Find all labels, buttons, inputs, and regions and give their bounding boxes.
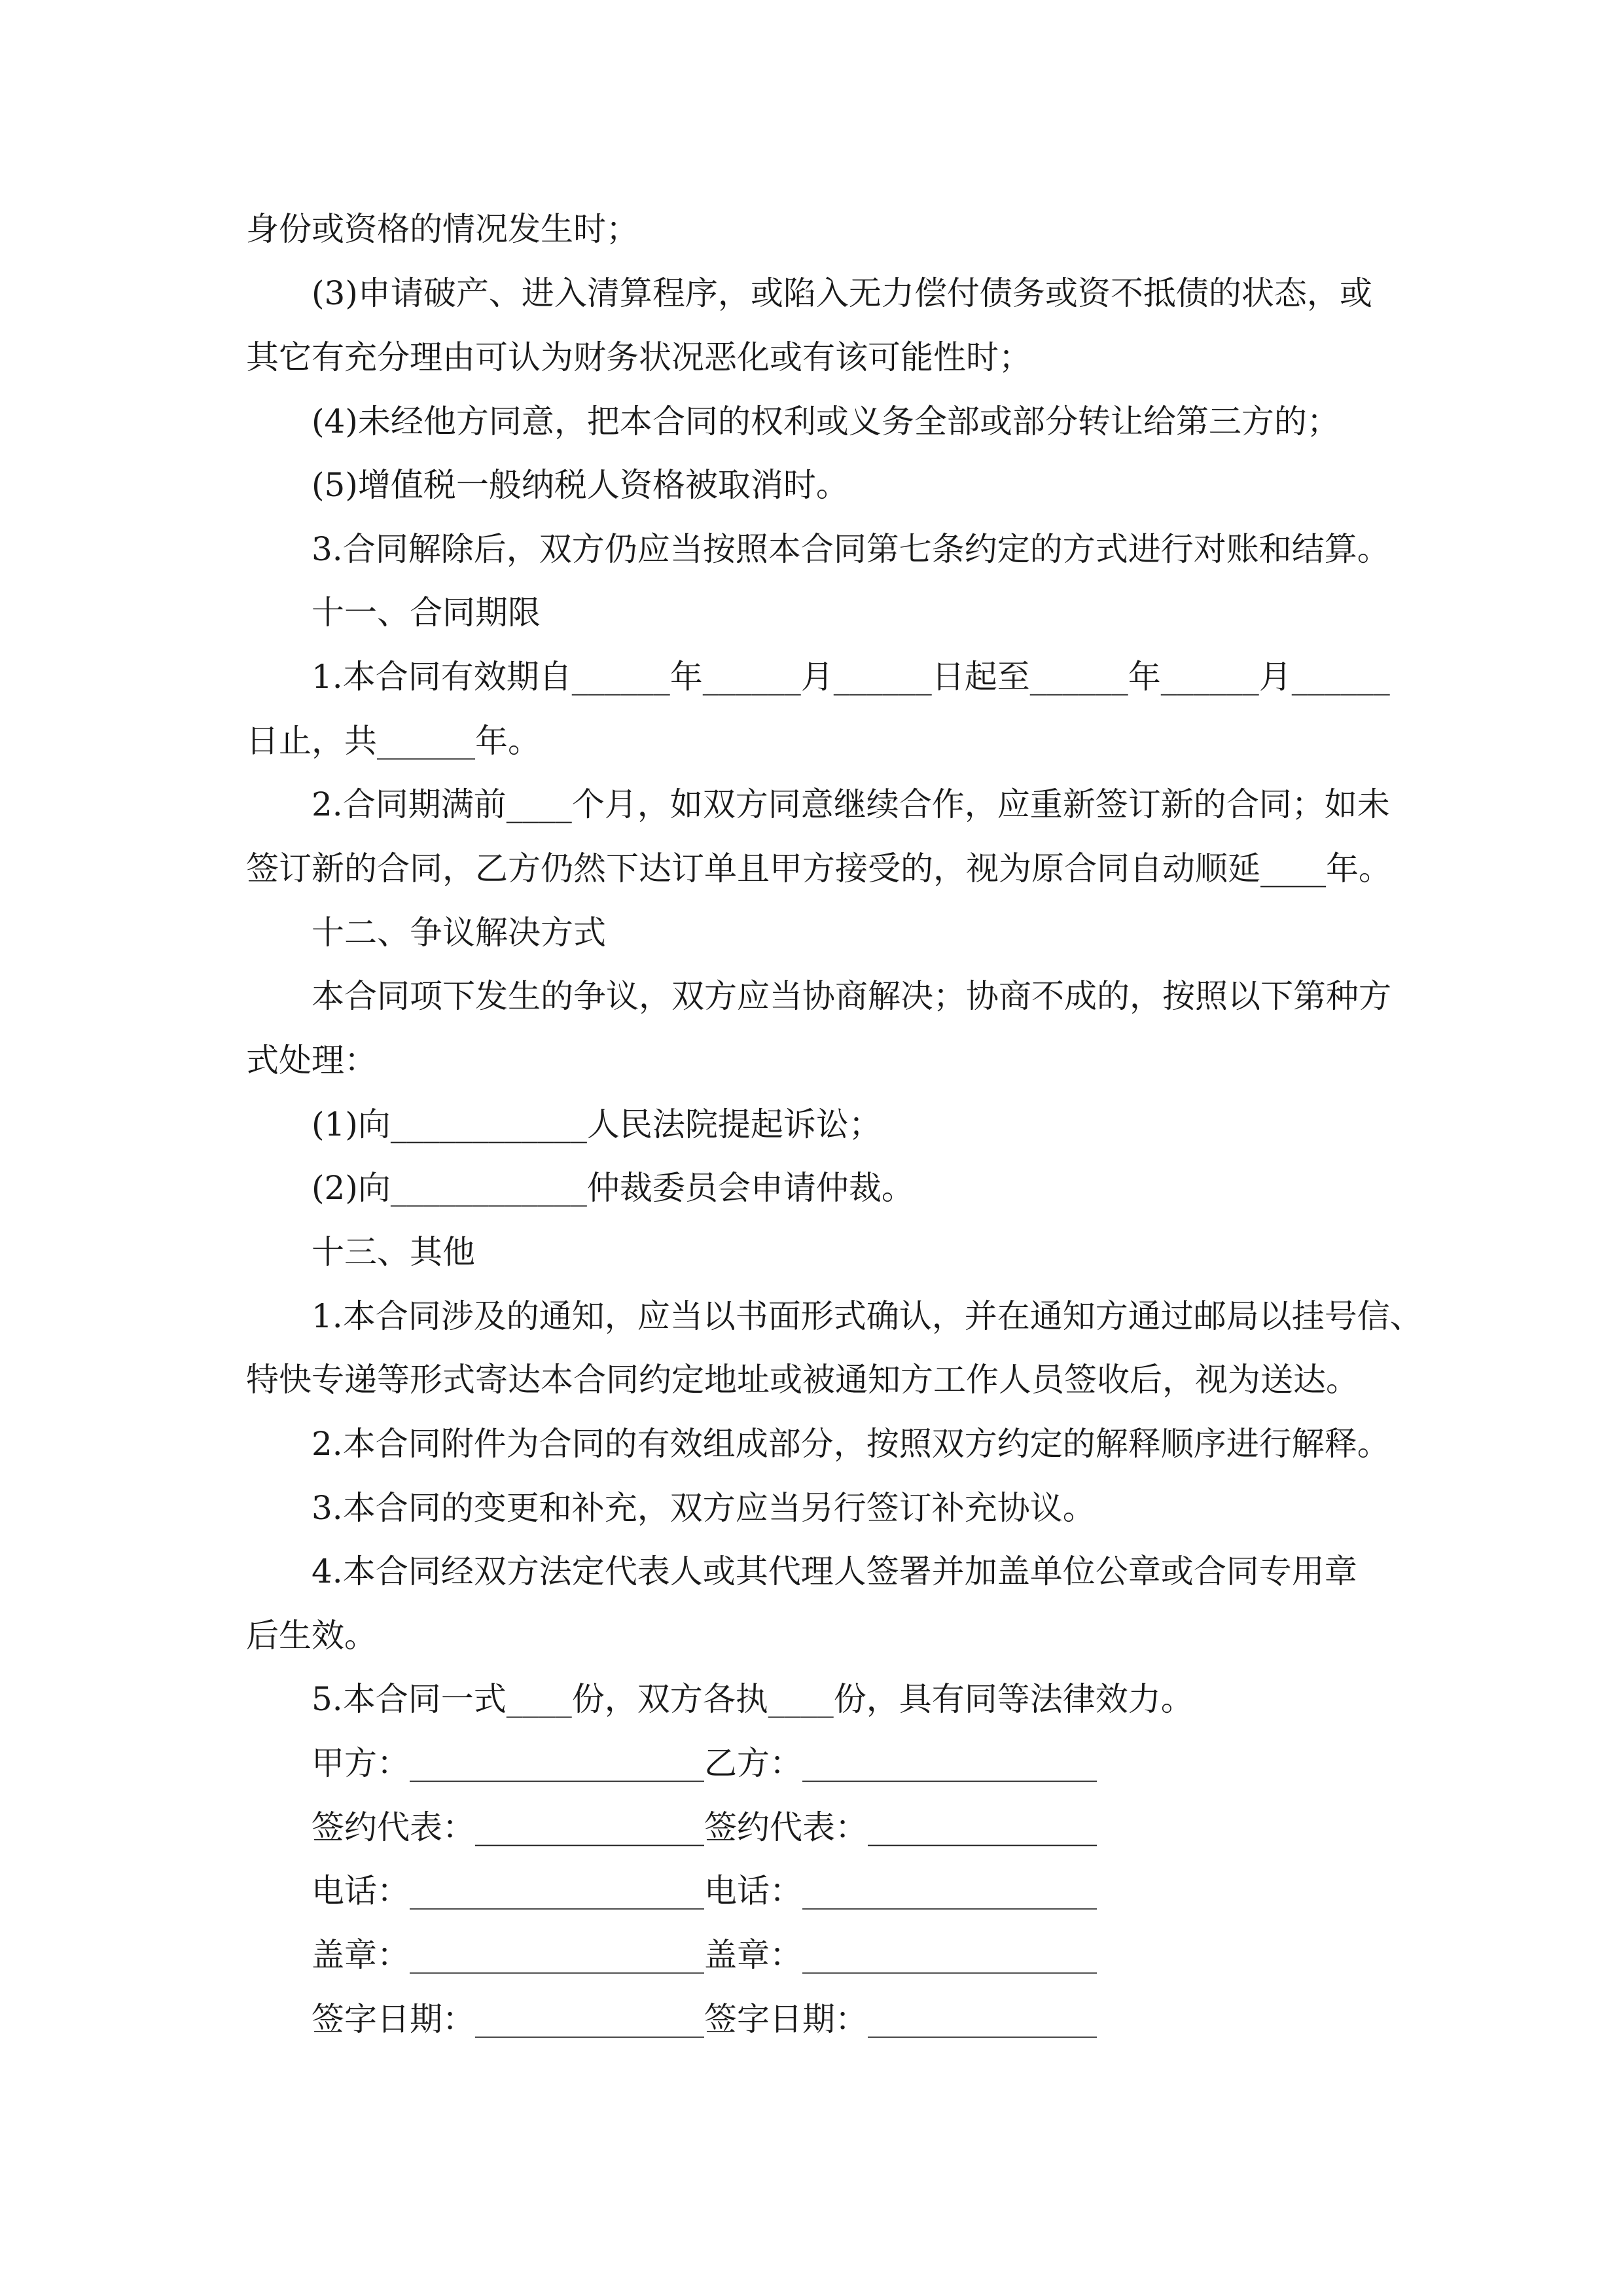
text-line: (5)增值税一般纳税人资格被取消时。: [312, 466, 849, 504]
text-line: 1.本合同涉及的通知，应当以书面形式确认，并在通知方通过邮局以挂号信、: [312, 1297, 1423, 1335]
text-line: (4)未经他方同意，把本合同的权利或义务全部或部分转让给第三方的；: [312, 403, 1340, 440]
party-b-field: 乙方：__________________: [704, 1744, 1097, 1782]
text-line: 3.合同解除后，双方仍应当按照本合同第七条约定的方式进行对账和结算。: [312, 530, 1390, 568]
party-a-phone-field: 电话：__________________: [312, 1872, 704, 1910]
text-line: (3)申请破产、进入清算程序，或陷入无力偿付债务或资不抵债的状态，或: [312, 274, 1372, 312]
party-a-seal-field: 盖章：__________________: [312, 1936, 704, 1974]
section-heading: 十一、合同期限: [312, 594, 541, 632]
party-a-field: 甲方：__________________: [312, 1744, 704, 1782]
party-b-phone-field: 电话：__________________: [704, 1872, 1097, 1910]
text-line: (1)向____________人民法院提起诉讼；: [312, 1105, 882, 1143]
text-line: 式处理：: [246, 1041, 377, 1079]
text-line: 2.合同期满前____个月，如双方同意继续合作，应重新签订新的合同；如未: [312, 785, 1390, 823]
text-line: 签订新的合同，乙方仍然下达订单且甲方接受的，视为原合同自动顺延____年。: [246, 850, 1391, 888]
text-line: 1.本合同有效期自______年______月______日起至______年______月______: [312, 658, 1390, 696]
text-line: (2)向____________仲裁委员会申请仲裁。: [312, 1169, 914, 1207]
party-b-seal-field: 盖章：__________________: [704, 1936, 1097, 1974]
text-line: 2.本合同附件为合同的有效组成部分，按照双方约定的解释顺序进行解释。: [312, 1425, 1390, 1463]
section-heading: 十二、争议解决方式: [312, 914, 606, 952]
text-line: 其它有充分理由可认为财务状况恶化或有该可能性时；: [246, 338, 1031, 376]
text-line: 4.本合同经双方法定代表人或其代理人签署并加盖单位公章或合同专用章: [312, 1552, 1357, 1590]
section-heading: 十三、其他: [312, 1233, 475, 1271]
party-a-representative-field: 签约代表：______________: [312, 1808, 704, 1846]
party-b-date-field: 签字日期：______________: [704, 2000, 1097, 2038]
text-line: 3.本合同的变更和补充，双方应当另行签订补充协议。: [312, 1489, 1096, 1527]
text-line: 日止，共______年。: [246, 722, 541, 760]
party-a-date-field: 签字日期：______________: [312, 2000, 704, 2038]
text-line: 5.本合同一式____份，双方各执____份，具有同等法律效力。: [312, 1680, 1194, 1718]
text-line: 后生效。: [246, 1617, 377, 1655]
party-b-representative-field: 签约代表：______________: [704, 1808, 1097, 1846]
text-line: 本合同项下发生的争议，双方应当协商解决；协商不成的，按照以下第种方: [312, 977, 1391, 1015]
text-line: 身份或资格的情况发生时；: [246, 210, 639, 248]
text-line: 特快专递等形式寄达本合同约定地址或被通知方工作人员签收后，视为送达。: [246, 1361, 1359, 1399]
